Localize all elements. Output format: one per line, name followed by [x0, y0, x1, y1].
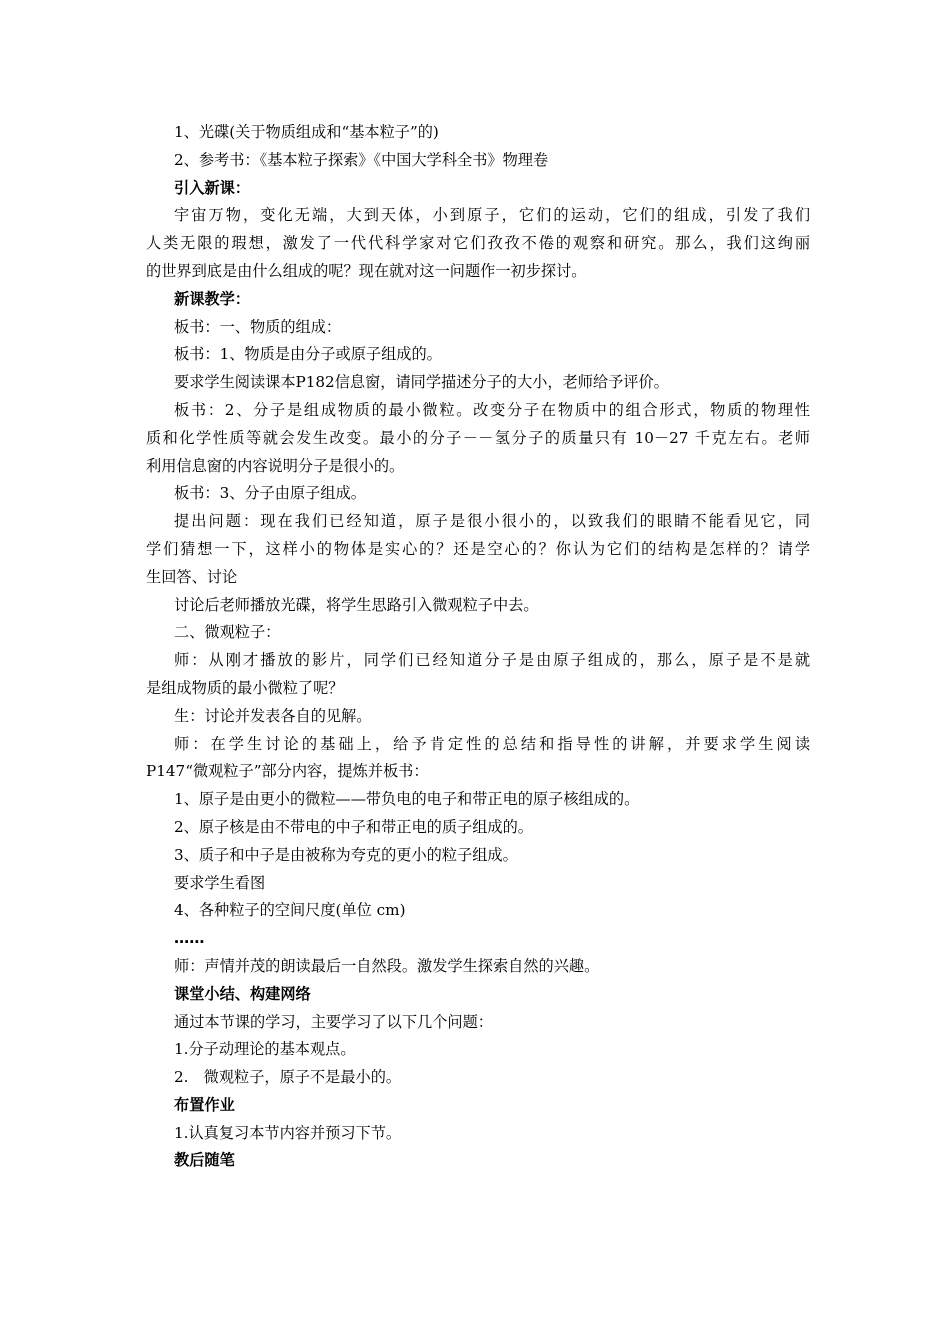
text-line: 是组成物质的最小微粒了呢？: [146, 678, 344, 697]
text-line: 3、质子和中子是由被称为夸克的更小的粒子组成。: [174, 845, 518, 864]
text-line: 利用信息窗的内容说明分子是很小的。: [146, 456, 405, 475]
text-line: 板书：2、分子是组成物质的最小微粒。改变分子在物质中的组合形式，物质的物理性: [174, 400, 810, 419]
text-line: 的世界到底是由什么组成的呢？现在就对这一问题作一初步探讨。: [146, 261, 587, 280]
text-line: 2. 微观粒子，原子不是最小的。: [174, 1068, 402, 1087]
text-line: 生回答、讨论: [146, 567, 238, 586]
text-line: 质和化学性质等就会发生改变。最小的分子－－氢分子的质量只有 10－27 千克左右。老师: [146, 428, 810, 447]
text-line: 1.认真复习本节内容并预习下节。: [174, 1123, 402, 1142]
section-heading: ……: [174, 929, 205, 948]
text-line: 板书：1、物质是由分子或原子组成的。: [174, 345, 442, 364]
text-line: 要求学生阅读课本P182信息窗，请同学描述分子的大小，老师给予评价。: [174, 373, 669, 392]
section-heading: 教后随笔: [174, 1151, 235, 1170]
section-heading: 新课教学：: [174, 289, 250, 308]
text-line: 提出问题：现在我们已经知道，原子是很小很小的，以致我们的眼睛不能看见它，同: [174, 512, 810, 531]
text-line: 师：从刚才播放的影片，同学们已经知道分子是由原子组成的，那么，原子是不是就: [174, 651, 810, 670]
text-line: 要求学生看图: [174, 873, 266, 892]
text-line: 板书：3、分子由原子组成。: [174, 484, 366, 503]
text-line: 通过本节课的学习，主要学习了以下几个问题：: [174, 1012, 493, 1031]
text-line: P147“微观粒子”部分内容，提炼并板书：: [146, 762, 429, 781]
text-line: 2、参考书：《基本粒子探索》《中国大学科全书》物理卷: [174, 150, 549, 169]
section-heading: 引入新课：: [174, 178, 250, 197]
section-heading: 课堂小结、构建网络: [174, 984, 311, 1003]
text-line: 板书：一、物质的组成：: [174, 317, 342, 336]
text-line: 生：讨论并发表各自的见解。: [174, 706, 372, 725]
document-body: [146, 119, 810, 1175]
text-line: 学们猜想一下，这样小的物体是实心的？还是空心的？你认为它们的结构是怎样的？请学: [146, 539, 810, 558]
section-heading: 布置作业: [174, 1095, 235, 1114]
text-line: 师：在学生讨论的基础上，给予肯定性的总结和指导性的讲解，并要求学生阅读: [174, 734, 810, 753]
text-line: 4、各种粒子的空间尺度(单位 cm): [174, 901, 406, 920]
text-line: 2、原子核是由不带电的中子和带正电的质子组成的。: [174, 817, 533, 836]
text-line: 讨论后老师播放光碟，将学生思路引入微观粒子中去。: [174, 595, 539, 614]
text-line: 人类无限的瑕想，激发了一代代科学家对它们孜孜不倦的观察和研究。那么，我们这绚丽: [146, 234, 810, 253]
text-line: 1、光碟(关于物质组成和“基本粒子”的): [174, 123, 439, 141]
text-line: 1、原子是由更小的微粒——带负电的电子和带正电的原子核组成的。: [174, 790, 640, 809]
text-line: 宇宙万物，变化无端，大到天体，小到原子，它们的运动，它们的组成，引发了我们: [174, 206, 810, 225]
text-line: 1.分子动理论的基本观点。: [174, 1040, 356, 1059]
text-line: 二、微观粒子：: [174, 623, 281, 642]
text-line: 师：声情并茂的朗读最后一自然段。激发学生探索自然的兴趣。: [174, 956, 600, 975]
